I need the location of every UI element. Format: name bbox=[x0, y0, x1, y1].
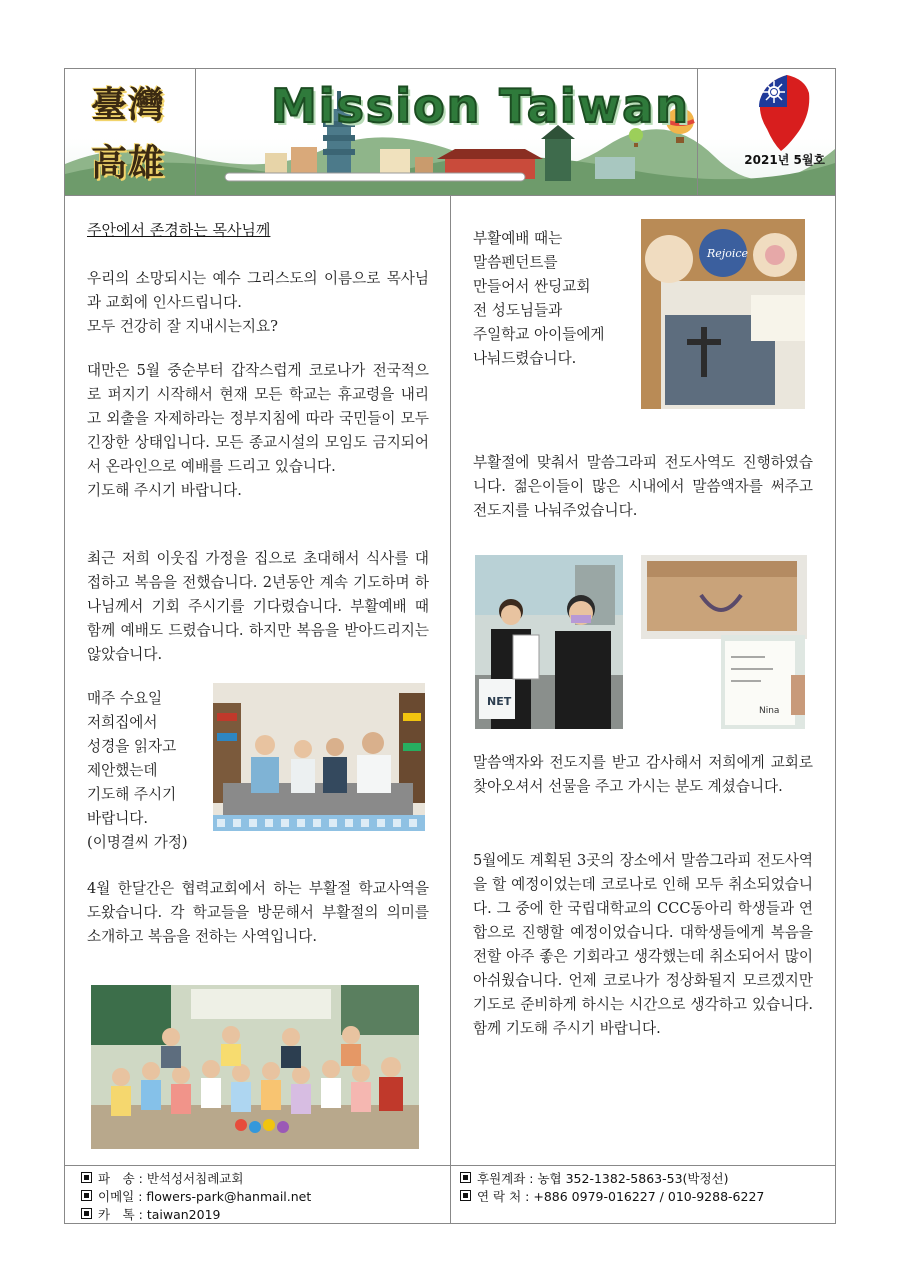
bible-study-line: 성경을 읽자고 bbox=[87, 738, 177, 755]
paragraph-greeting-question: 모두 건강히 잘 지내시는지요? bbox=[87, 318, 278, 335]
footer-label: 파 송 bbox=[98, 1171, 135, 1186]
footer-right bbox=[460, 1170, 764, 1206]
footer-value: +886 0979-016227 / 010-9288-6227 bbox=[533, 1189, 765, 1204]
footer-divider bbox=[450, 1166, 451, 1224]
masthead bbox=[65, 69, 835, 196]
kanji-line2: 高雄 bbox=[91, 143, 166, 184]
square-bullet-icon bbox=[81, 1208, 92, 1219]
flag-panel bbox=[697, 69, 835, 195]
paragraph-neighbor bbox=[87, 547, 429, 667]
paragraph-covid-prayer: 기도해 주시기 바랍니다. bbox=[87, 482, 242, 499]
paragraph-easter-school bbox=[87, 877, 429, 949]
footer-row-phone: 연 락 처 : +886 0979-016227 / 010-9288-6227 bbox=[460, 1188, 764, 1206]
tshirt-text: NET bbox=[487, 695, 512, 708]
column-divider bbox=[450, 195, 451, 1165]
square-bullet-icon bbox=[81, 1190, 92, 1201]
paragraph-neighbor-text: 최근 저희 이웃집 가정을 집으로 초대해서 식사를 대접하고 복음을 전했습니다. 2년동안 계속 기도하며 하나님께서 기회 주시기를 기다렸습니다. 부활예배 때 함께 예배도 드렸습니다. 하지만 복음을 받아드리지는 않았습니다. bbox=[87, 550, 429, 663]
paragraph-may-plans-text: 5월에도 계획된 3곳의 장소에서 말씀그라피 전도사역을 할 예정이었는데 코로나로 인해 모두 취소되었습니다. 그 중에 한 국립대학교의 CCC동아리 학생들과 연합으로 진행할 예정이었습니다. 대학생들에게 복음을 전할 아주 좋은 기회라고 생각했는데 취소되어서 많이 아쉬웠습니다. 언제 코로나가 정상화될지 모르겠지만 기도로 준비하게 하시는 시간으로 생각하고 있습니다. 함께 기도해 주시기 바랍니다. bbox=[473, 852, 813, 1037]
bible-study-line: 매주 수요일 bbox=[87, 690, 163, 707]
footer-left bbox=[81, 1170, 311, 1224]
contact-footer bbox=[65, 1165, 835, 1224]
newsletter-page bbox=[64, 68, 836, 1224]
issue-date: 2021년 5월호 bbox=[744, 153, 825, 167]
photo-gift-bag bbox=[641, 555, 807, 639]
paragraph-calligraphy-text: 부활절에 맞춰서 말씀그라피 전도사역도 진행하였습니다. 젊은이들이 많은 시내에서 말씀액자를 써주고 전도지를 나눠주었습니다. bbox=[473, 454, 813, 519]
bible-study-line: (이명결씨 가정) bbox=[87, 834, 188, 851]
square-bullet-icon bbox=[81, 1172, 92, 1183]
footer-value: 농협 352-1382-5863-53(박정선) bbox=[537, 1171, 729, 1186]
square-bullet-icon bbox=[460, 1172, 471, 1183]
footer-row-sending-church: 파 송 : 반석성서침례교회 bbox=[81, 1170, 311, 1188]
paragraph-gift bbox=[473, 751, 813, 799]
footer-row-email: 이메일 : flowers-park@hanmail.net bbox=[81, 1188, 311, 1206]
square-bullet-icon bbox=[460, 1190, 471, 1201]
taiwan-flag-map-icon bbox=[747, 73, 817, 153]
pendant-line: 만들어서 싼딩교회 bbox=[473, 278, 591, 295]
paragraph-pendant bbox=[473, 227, 643, 371]
email-link[interactable]: flowers-park@hanmail.net bbox=[146, 1189, 312, 1204]
kanji-panel bbox=[65, 69, 196, 195]
note-name: Nina bbox=[759, 706, 780, 716]
bible-study-line: 저희집에서 bbox=[87, 714, 158, 731]
bible-study-line: 기도해 주시기 bbox=[87, 786, 177, 803]
photo-thank-you-note bbox=[721, 635, 805, 729]
photo-street-evangelism bbox=[475, 555, 623, 729]
footer-row-kakao: 카 톡 : taiwan2019 bbox=[81, 1206, 311, 1224]
paragraph-calligraphy bbox=[473, 451, 813, 523]
photo-pendants bbox=[641, 219, 805, 409]
pendant-line: 전 성도님들과 bbox=[473, 302, 563, 319]
pendant-line: 주일학교 아이들에게 bbox=[473, 326, 605, 343]
kanji-line1: 臺灣 bbox=[91, 85, 166, 126]
pendant-script: Rejoice bbox=[707, 247, 749, 260]
footer-value: 반석성서침례교회 bbox=[146, 1171, 244, 1186]
footer-row-bank-account: 후원계좌 : 농협 352-1382-5863-53(박정선) bbox=[460, 1170, 764, 1188]
pendant-line: 말씀펜던트를 bbox=[473, 254, 558, 271]
photo-neighbor-family bbox=[213, 683, 425, 831]
footer-value: taiwan2019 bbox=[146, 1207, 221, 1222]
greeting-heading: 주안에서 존경하는 목사님께 bbox=[87, 221, 271, 239]
paragraph-greeting-text: 우리의 소망되시는 예수 그리스도의 이름으로 목사님과 교회에 인사드립니다. bbox=[87, 270, 429, 311]
pendant-line: 부활예배 때는 bbox=[473, 230, 563, 247]
bible-study-line: 제안했는데 bbox=[87, 762, 158, 779]
paragraph-bible-study bbox=[87, 687, 217, 855]
bible-study-line: 바랍니다. bbox=[87, 810, 149, 827]
photo-classroom-children bbox=[91, 985, 419, 1149]
paragraph-gift-text: 말씀액자와 전도지를 받고 감사해서 저희에게 교회로 찾아오셔서 선물을 주고 가시는 분도 계셨습니다. bbox=[473, 754, 813, 795]
paragraph-may-plans bbox=[473, 849, 813, 1041]
pendant-line: 나눠드렸습니다. bbox=[473, 350, 577, 367]
footer-label: 카 톡 bbox=[98, 1207, 135, 1222]
footer-label: 후원계좌 bbox=[477, 1171, 526, 1186]
newsletter-title: Mission Taiwan bbox=[271, 79, 690, 133]
footer-label: 연 락 처 bbox=[477, 1189, 522, 1204]
paragraph-covid-text: 대만은 5월 중순부터 갑작스럽게 코로나가 전국적으로 퍼지기 시작해서 현재 모든 학교는 휴교령을 내리고 외출을 자제하라는 정부지침에 따라 국민들이 모두 긴장한 상태입니다. 모든 종교시설의 모임도 금지되어서 온라인으로 예배를 드리고 있습니다. bbox=[87, 362, 429, 475]
paragraph-easter-school-text: 4월 한달간은 협력교회에서 하는 부활절 학교사역을 도왔습니다. 각 학교들을 방문해서 부활절의 의미를 소개하고 복음을 전하는 사역입니다. bbox=[87, 880, 429, 945]
footer-label: 이메일 bbox=[98, 1189, 135, 1204]
paragraph-covid bbox=[87, 359, 429, 503]
paragraph-greeting bbox=[87, 267, 429, 339]
